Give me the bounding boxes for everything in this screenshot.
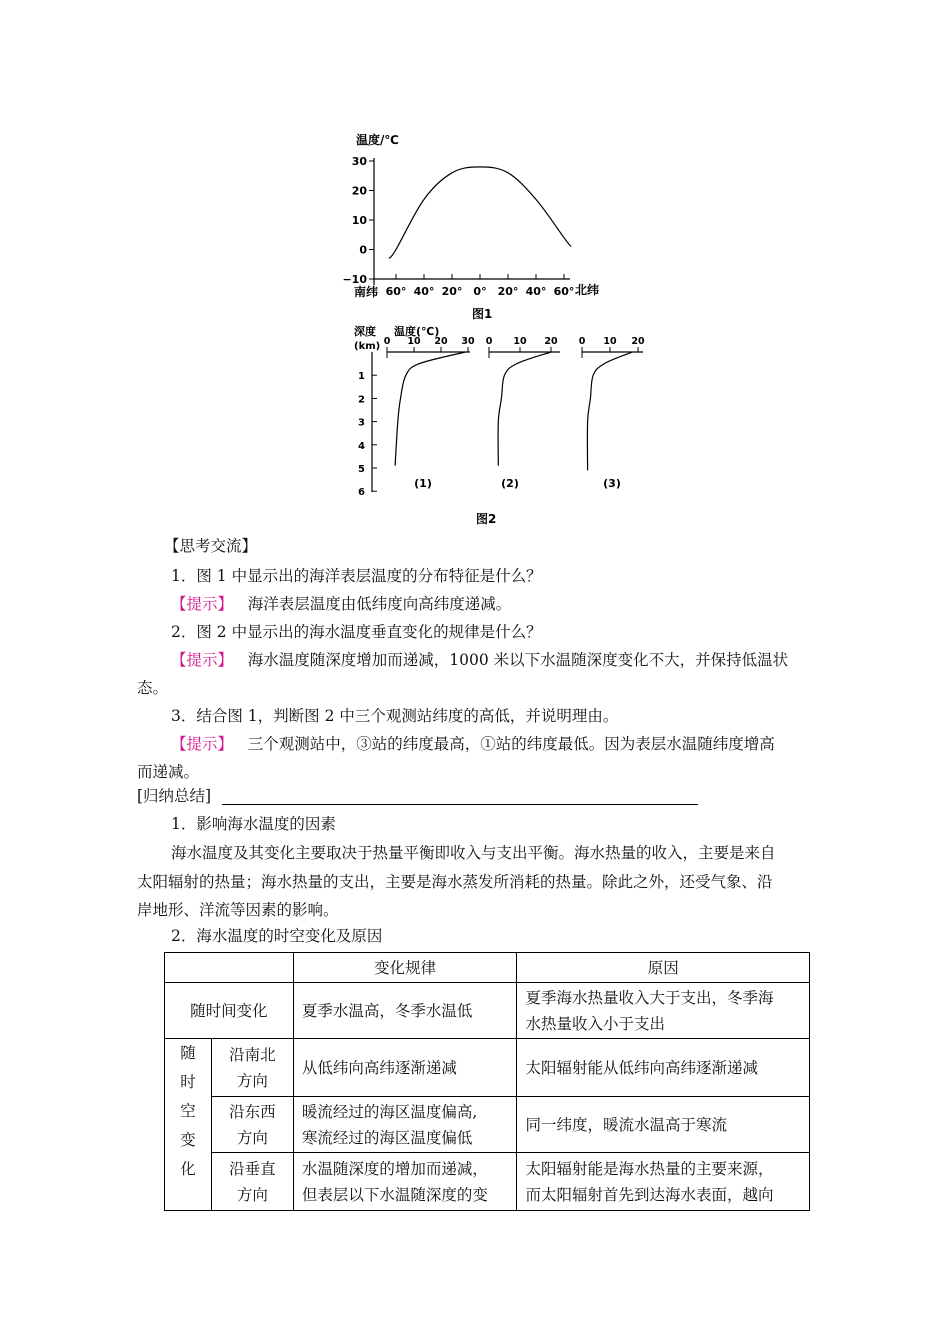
hint-label: 【提示】: [171, 595, 234, 613]
fig2-temp-profile-curve: [395, 352, 465, 466]
label-line: 沿垂直: [229, 1159, 276, 1178]
label-line: 方向: [236, 1128, 268, 1147]
fig1-y-tick-label: 30: [351, 155, 367, 168]
table-header-rule: 变化规律: [293, 953, 517, 983]
row-label-ns: [211, 1039, 293, 1097]
fig1-x-tick-label: 0°: [473, 285, 487, 298]
para-1-line-1: 海水温度及其变化主要取决于热量平衡即收入与支出平衡。海水热量的收入，主要是来自: [171, 844, 776, 862]
label-line: 方向: [236, 1071, 268, 1090]
fig1-x-tick-label: 20°: [441, 285, 463, 298]
fig1-y-tick-label: 10: [351, 214, 367, 227]
fig1-y-tick-label: 20: [351, 184, 367, 198]
fig1-y-tick-label: 0: [359, 243, 367, 257]
fig2-temp-tick-label: 10: [603, 336, 617, 347]
fig2-depth-tick-label: 4: [358, 440, 365, 452]
para-1-line-2: 太阳辐射的热量；海水热量的支出，主要是海水蒸发所消耗的热量。除此之外，还受气象、沿: [137, 873, 773, 891]
fig2-temp-profile-curve: [498, 352, 551, 466]
summary-heading: [归纳总结]: [137, 787, 212, 805]
fig2-panel: [384, 336, 475, 490]
table-header-blank: [165, 953, 294, 983]
fig2-temp-tick-label: 0: [485, 336, 493, 347]
fig2-caption: 图2: [476, 512, 497, 526]
discussion-heading: 【思考交流】: [164, 537, 258, 555]
fig2-temp-tick-label: 20: [631, 336, 645, 347]
row-cause-vertical: [517, 1153, 810, 1211]
fig1-x-tick-label: 60°: [385, 285, 407, 298]
fig1-x-tick-label: 40°: [525, 285, 547, 298]
fig2-panel: [579, 336, 645, 490]
fig2-depth-tick-label: 3: [358, 417, 365, 429]
space-char: 变: [180, 1131, 196, 1149]
row-rule-time: 夏季水温高，冬季水温低: [293, 983, 517, 1039]
fig2-temp-tick-label: 30: [461, 336, 475, 347]
row-rule-vertical: [293, 1153, 517, 1211]
label-line: 沿南北: [229, 1045, 276, 1064]
section-2-title: 2．海水温度的时空变化及原因: [171, 927, 383, 945]
hint-label: 【提示】: [171, 651, 234, 669]
table-row: [165, 1153, 810, 1211]
cause-line: 水热量收入小于支出: [525, 1014, 665, 1033]
answer-3-text: 三个观测站中，③站的纬度最高，①站的纬度最低。因为表层水温随纬度增高: [247, 735, 775, 753]
fig1-south-label: 南纬: [354, 285, 379, 299]
fig2-panel: [486, 336, 560, 490]
row-rule-ew: [293, 1097, 517, 1153]
space-char: 化: [180, 1160, 196, 1178]
answer-1: [0, 594, 950, 614]
question-2: 2．图 2 中显示出的海水温度垂直变化的规律是什么？: [171, 623, 542, 641]
rule-line: 水温随深度的增加而递减，: [301, 1159, 488, 1178]
row-label-vertical: [211, 1153, 293, 1211]
label-line: 沿东西: [229, 1102, 276, 1121]
row-cause-ns: 太阳辐射能从低纬向高纬逐渐递减: [517, 1039, 810, 1097]
fig1-temperature-curve: [389, 167, 571, 258]
fig1-caption: 图1: [472, 307, 493, 321]
answer-3-cont: 而递减。: [137, 763, 200, 781]
summary-rule: [222, 804, 698, 805]
rule-line: 但表层以下水温随深度的变: [301, 1185, 488, 1204]
fig2-temp-tick-label: 20: [434, 336, 448, 347]
fig1-x-tick-label: 60°: [553, 285, 575, 298]
fig2-temp-label: 温度(℃): [394, 325, 440, 338]
fig1-x-tick-label: 20°: [497, 285, 519, 298]
space-variation-label: [165, 1039, 212, 1211]
fig2-panel-label: (2): [501, 477, 519, 490]
question-3: 3．结合图 1，判断图 2 中三个观测站纬度的高低，并说明理由。: [171, 707, 619, 725]
row-rule-ns: 从低纬向高纬逐渐递减: [293, 1039, 517, 1097]
space-char: 随: [180, 1044, 196, 1062]
sea-temperature-table: [164, 952, 810, 1211]
fig2-depth-tick-label: 2: [358, 394, 365, 406]
para-1-line-3: 岸地形、洋流等因素的影响。: [137, 901, 339, 919]
cause-line: 太阳辐射能是海水热量的主要来源，: [525, 1159, 774, 1178]
answer-2-text: 海水温度随深度增加而递减，1000 米以下水温随深度变化不大，并保持低温状: [247, 651, 789, 669]
fig1-ylabel: 温度/℃: [356, 133, 399, 147]
fig2-temp-tick-label: 0: [383, 336, 391, 347]
question-1: 1．图 1 中显示出的海洋表层温度的分布特征是什么？: [171, 567, 542, 585]
figure-1: [340, 128, 610, 328]
fig2-panel-label: (1): [414, 477, 432, 490]
fig2-temp-tick-label: 10: [407, 336, 421, 347]
fig2-panel-label: (3): [603, 477, 621, 490]
row-label-ew: [211, 1097, 293, 1153]
fig1-north-label: 北纬: [575, 283, 600, 297]
cause-line: 而太阳辐射首先到达海水表面，越向: [525, 1185, 774, 1204]
rule-line: 暖流经过的海区温度偏高,: [301, 1102, 478, 1121]
figure-2: [350, 322, 660, 532]
table-row: [165, 983, 810, 1039]
fig2-temp-tick-label: 20: [544, 336, 558, 347]
fig2-depth-unit: (km): [354, 341, 381, 352]
fig2-temp-tick-label: 10: [513, 336, 527, 347]
row-cause-ew: 同一纬度，暖流水温高于寒流: [517, 1097, 810, 1153]
fig2-depth-tick-label: 6: [358, 487, 365, 499]
rule-line: 寒流经过的海区温度偏低: [301, 1128, 473, 1147]
row-cause-time: [517, 983, 810, 1039]
fig2-depth-tick-label: 5: [358, 464, 365, 475]
fig1-x-tick-label: 40°: [413, 285, 435, 298]
fig2-depth-tick-label: 1: [358, 371, 365, 383]
table-row: [165, 1097, 810, 1153]
fig2-temp-tick-label: 0: [578, 336, 586, 347]
answer-3: [0, 734, 950, 754]
answer-2: [0, 650, 950, 670]
answer-1-text: 海洋表层温度由低纬度向高纬度递减。: [247, 595, 512, 613]
fig2-depth-label: 深度: [354, 325, 376, 338]
answer-2-cont: 态。: [137, 679, 169, 697]
row-label-time: 随时间变化: [165, 983, 294, 1039]
cause-line: 夏季海水热量收入大于支出，冬季海: [525, 988, 774, 1007]
section-1-title: 1．影响海水温度的因素: [171, 815, 336, 833]
table-header-cause: 原因: [517, 953, 810, 983]
table-header-row: [165, 953, 810, 983]
hint-label: 【提示】: [171, 735, 234, 753]
fig2-temp-profile-curve: [587, 352, 632, 470]
space-char: 时: [180, 1073, 196, 1091]
space-char: 空: [180, 1102, 196, 1120]
fig1-y-tick-label: −10: [342, 273, 367, 286]
label-line: 方向: [236, 1185, 268, 1204]
table-row: [165, 1039, 810, 1097]
